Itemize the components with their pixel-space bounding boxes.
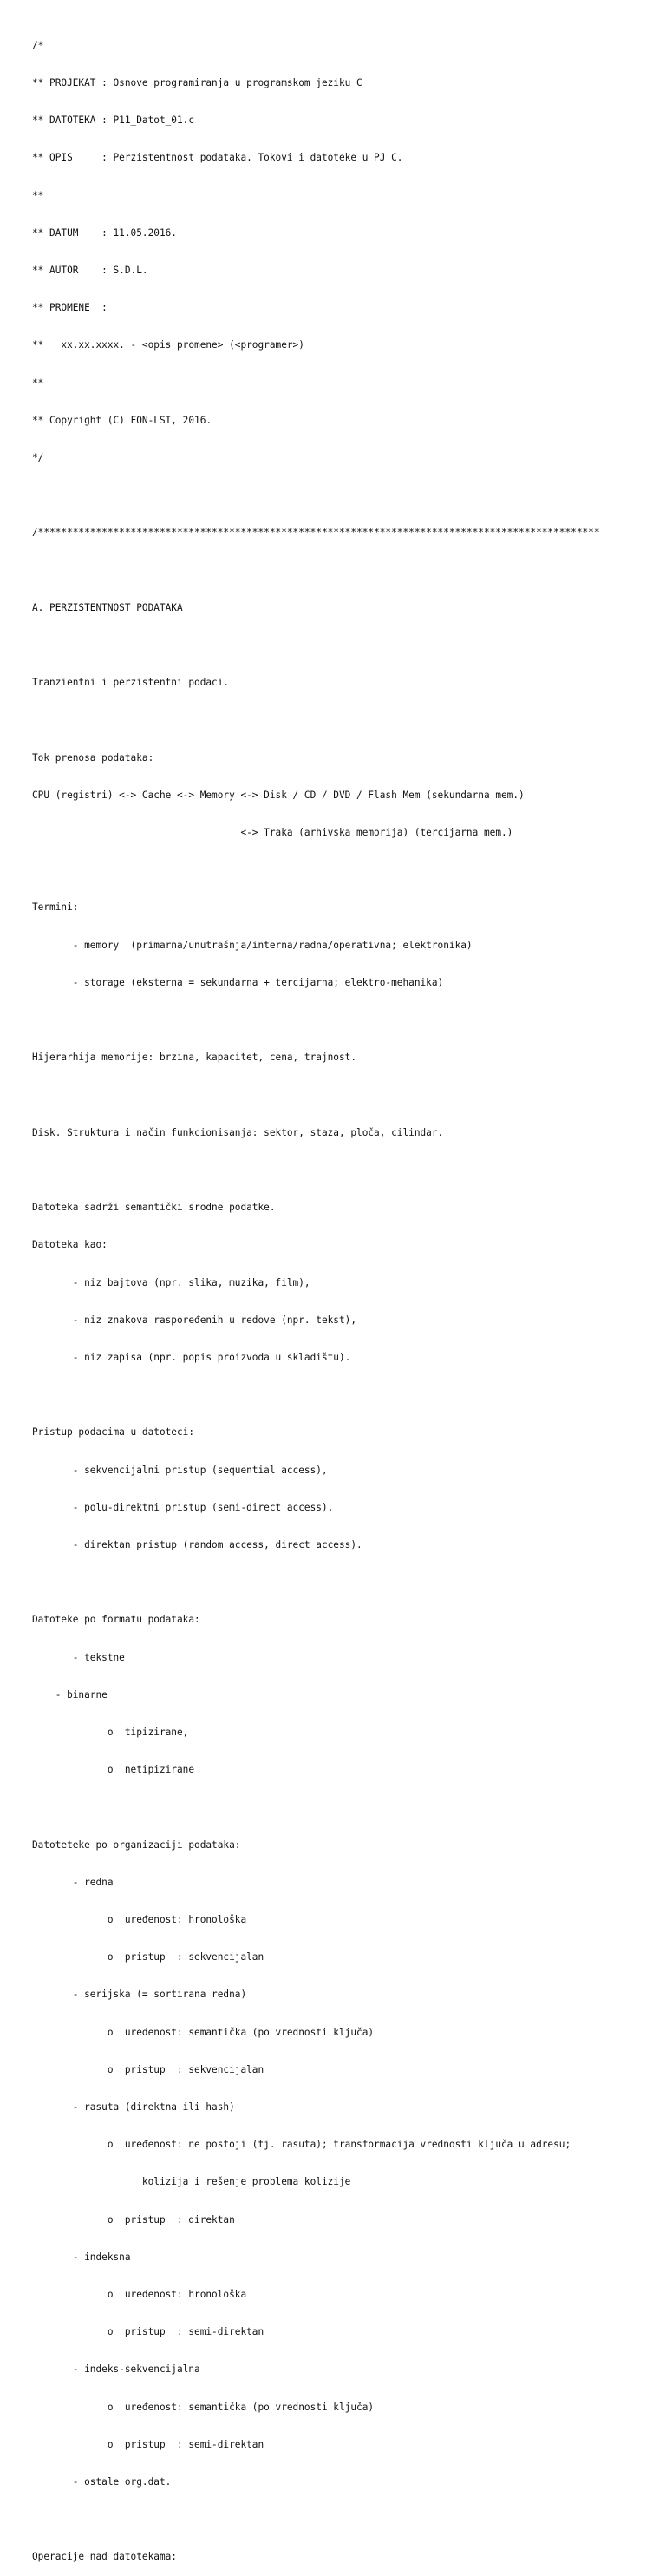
code-line: ** xx.xx.xxxx. - <opis promene> (<programer>) [32,339,304,351]
code-line: /* [32,39,44,51]
code-line: ** [32,189,44,201]
code-line: Tok prenosa podataka: [32,751,154,764]
code-line: o pristup : semi-direktan [32,2438,264,2450]
code-line: A. PERZISTENTNOST PODATAKA [32,601,183,613]
code-line: - ostale org.dat. [32,2476,172,2488]
code-line [32,1389,666,1401]
code-line [32,864,666,876]
code-line: - niz bajtova (npr. slika, muzika, film), [32,1276,310,1288]
code-line: o tipizirane, [32,1726,189,1738]
code-line [32,714,666,726]
code-line: ** PROJEKAT : Osnove programiranja u programskom jeziku C [32,77,362,89]
code-line: Disk. Struktura i način funkcionisanja: sektor, staza, ploča, cilindar. [32,1126,444,1138]
code-line: o pristup : sekvencijalan [32,2063,264,2075]
code-line: Hijerarhija memorije: brzina, kapacitet, cena, trajnost. [32,1052,357,1064]
code-line: - sekvencijalni pristup (sequential access), [32,1464,328,1476]
code-line [32,1014,666,1026]
code-line: - niz znakova raspoređenih u redove (npr. tekst), [32,1314,357,1326]
code-line: - indeks-sekvencijalna [32,2363,200,2376]
code-line [32,2514,666,2526]
code-line: - direktan pristup (random access, direct access). [32,1538,362,1550]
code-line [32,565,666,577]
code-line: Pristup podacima u datoteci: [32,1426,195,1439]
code-line: - tekstne [32,1651,125,1663]
code-line: - rasuta (direktna ili hash) [32,2101,235,2113]
code-line: Termini: [32,901,79,914]
code-line [32,489,666,501]
code-line: - serijska (= sortirana redna) [32,1989,247,2001]
code-line: - indeksna [32,2251,131,2263]
code-line: o pristup : sekvencijalan [32,1951,264,1963]
code-line: o netipizirane [32,1764,195,1776]
code-line: o uređenost: hronološka [32,1913,247,1925]
code-line: - binarne [32,1688,108,1701]
code-line: ** PROMENE : [32,302,108,314]
code-line: ** DATOTEKA : P11_Datot_01.c [32,115,195,127]
code-line: o pristup : semi-direktan [32,2326,264,2338]
code-line: Tranzientni i perzistentni podaci. [32,677,230,689]
code-line: o uređenost: semantička (po vrednosti ključa) [32,2026,375,2038]
code-line: o uređenost: semantička (po vrednosti ključa) [32,2401,375,2413]
source-code-text [32,15,666,2576]
code-line: /************************************************************************************************* [32,527,600,539]
code-line [32,1164,666,1177]
code-line: Datoteteke po organizaciji podataka: [32,1839,241,1851]
code-line: Datoteka kao: [32,1239,108,1251]
code-line: ** [32,377,44,389]
code-line: kolizija i rešenje problema kolizije [32,2176,351,2188]
code-line: - polu-direktni pristup (semi-direct access), [32,1501,334,1513]
code-line: - redna [32,1876,114,1888]
code-line: - memory (primarna/unutrašnja/interna/radna/operativna; elektronika) [32,939,473,951]
code-line: - niz zapisa (npr. popis proizvoda u skladištu). [32,1351,351,1363]
code-line: CPU (registri) <-> Cache <-> Memory <-> Disk / CD / DVD / Flash Mem (sekundarna mem.) [32,789,525,801]
code-line [32,1090,666,1102]
code-line: ** Copyright (C) FON-LSI, 2016. [32,414,212,426]
code-line: Operacije nad datotekama: [32,2551,177,2563]
code-line: Datoteke po formatu podataka: [32,1614,200,1626]
code-line [32,1576,666,1589]
code-line: ** AUTOR : S.D.L. [32,265,148,277]
code-line: o uređenost: ne postoji (tj. rasuta); transformacija vrednosti ključa u adresu; [32,2139,571,2151]
code-line: o pristup : direktan [32,2213,235,2225]
code-line: - storage (eksterna = sekundarna + tercijarna; elektro-mehanika) [32,976,444,988]
code-line [32,639,666,652]
code-line: Datoteka sadrži semantički srodne podatke. [32,1202,276,1214]
code-line: <-> Traka (arhivska memorija) (tercijarna mem.) [32,827,513,839]
code-line [32,1801,666,1813]
code-line: ** DATUM : 11.05.2016. [32,226,177,239]
code-line: o uređenost: hronološka [32,2289,247,2300]
code-line: ** OPIS : Perzistentnost podataka. Tokovi i datoteke u PJ C. [32,152,403,164]
code-line: */ [32,452,44,464]
